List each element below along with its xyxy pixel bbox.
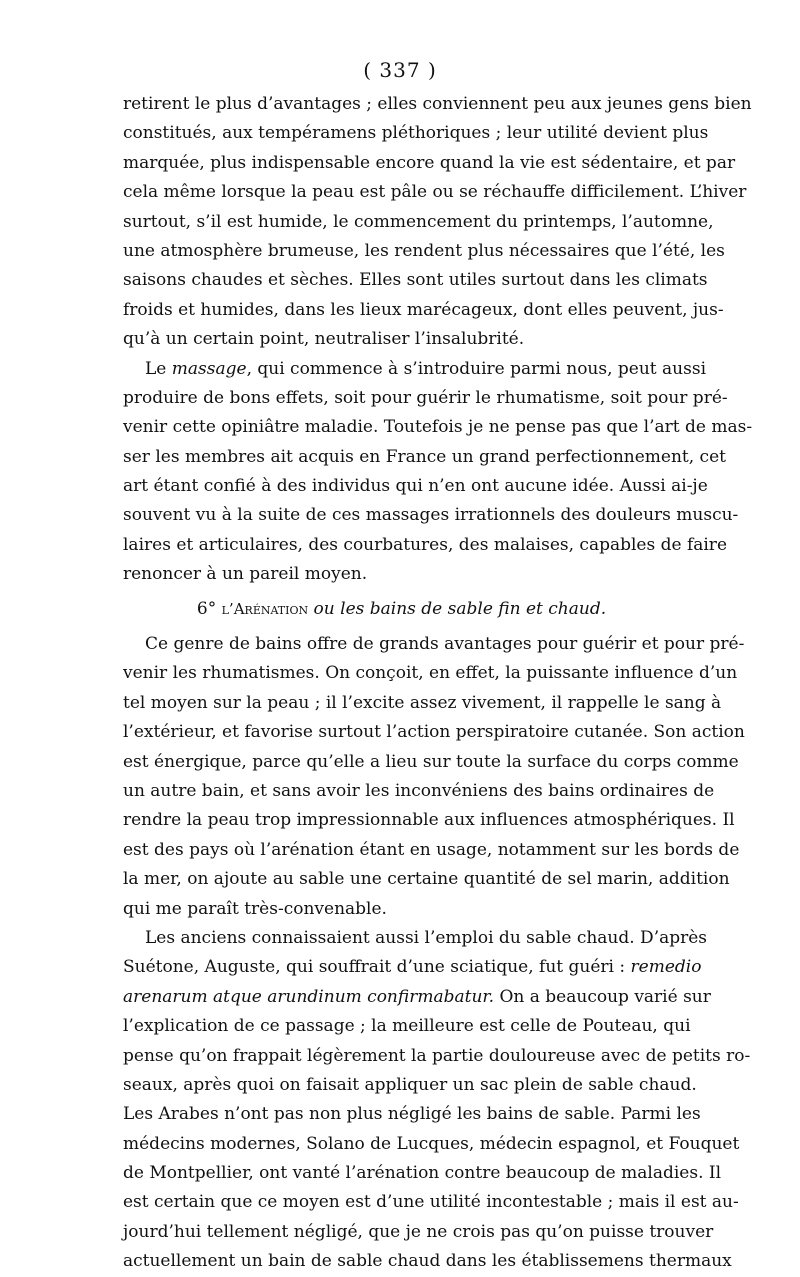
- text-line: venir cette opiniâtre maladie. Toutefois je ne pense pas que l’art de mas-: [123, 417, 753, 438]
- text-line: Ce genre de bains offre de grands avantages pour guérir et pour pré-: [145, 634, 745, 655]
- text-line: Les Arabes n’ont pas non plus négligé les bains de sable. Parmi les: [123, 1104, 701, 1125]
- section-heading: [123, 595, 680, 624]
- text-line: l’explication de ce passage ; la meilleure est celle de Pouteau, qui: [123, 1016, 691, 1037]
- text-line: [123, 355, 707, 384]
- text-line: cela même lorsque la peau est pâle ou se réchauffe difficilement. L’hiver: [123, 182, 747, 203]
- text-line: constitués, aux tempéramens pléthoriques ; leur utilité devient plus: [123, 123, 709, 144]
- text-line: tel moyen sur la peau ; il l’excite assez vivement, il rappelle le sang à: [123, 692, 722, 713]
- text-line: art étant confié à des individus qui n’en ont aucune idée. Aussi ai-je: [123, 476, 708, 497]
- text-run: , qui commence à s’introduire parmi nous, peut aussi: [246, 358, 707, 379]
- paragraph-4: [123, 924, 751, 1277]
- text-line: ser les membres ait acquis en France un grand perfectionnement, cet: [123, 446, 726, 467]
- text-line: qui me paraît très-convenable.: [123, 898, 387, 919]
- text-line: l’extérieur, et favorise surtout l’action perspiratoire cutanée. Son action: [123, 722, 745, 743]
- text-line: est énergique, parce qu’elle a lieu sur toute la surface du corps comme: [123, 751, 739, 772]
- text-line: pense qu’on frappait légèrement la partie douloureuse avec de petits ro-: [123, 1045, 751, 1066]
- heading-subtitle: ou les bains de sable fin et chaud.: [313, 598, 607, 619]
- text-line: jourd’hui tellement négligé, que je ne crois pas qu’on puisse trouver: [123, 1221, 714, 1242]
- text-run: Le: [145, 358, 172, 379]
- text-run: On a beaucoup varié sur: [494, 986, 711, 1007]
- text-line: rendre la peau trop impressionnable aux influences atmosphériques. Il: [123, 810, 735, 831]
- text-line: une atmosphère brumeuse, les rendent plus nécessaires que l’été, les: [123, 240, 725, 261]
- text-line: [123, 953, 702, 982]
- paragraph-3: [123, 630, 745, 924]
- text-line: de Montpellier, ont vanté l’arénation contre beaucoup de maladies. Il: [123, 1163, 722, 1184]
- text-line: qu’à un certain point, neutraliser l’insalubrité.: [123, 329, 525, 350]
- body-text: [123, 90, 753, 1277]
- italic-quote: remedio: [630, 957, 702, 978]
- paragraph-1: [123, 90, 752, 355]
- italic-quote: arenarum atque arundinum confirmabatur.: [123, 986, 495, 1007]
- text-line: saisons chaudes et sèches. Elles sont utiles surtout dans les climats: [123, 270, 708, 291]
- paragraph-2: [123, 355, 753, 590]
- text-line: médecins modernes, Solano de Lucques, médecin espagnol, et Fouquet: [123, 1133, 740, 1154]
- text-line: [123, 983, 711, 1012]
- italic-term: massage: [171, 358, 247, 379]
- text-run: Suétone, Auguste, qui souffrait d’une sciatique, fut guéri :: [123, 957, 631, 978]
- text-line: un autre bain, et sans avoir les inconvéniens des bains ordinaires de: [123, 780, 715, 801]
- text-line: surtout, s’il est humide, le commencement du printemps, l’automne,: [123, 211, 714, 232]
- text-line: souvent vu à la suite de ces massages irrationnels des douleurs muscu-: [123, 505, 739, 526]
- text-line: seaux, après quoi on faisait appliquer un sac plein de sable chaud.: [123, 1074, 697, 1095]
- text-line: est des pays où l’arénation étant en usage, notamment sur les bords de: [123, 839, 740, 860]
- text-line: retirent le plus d’avantages ; elles conviennent peu aux jeunes gens bien: [123, 94, 752, 114]
- text-line: renoncer à un pareil moyen.: [123, 564, 368, 585]
- text-line: actuellement un bain de sable chaud dans les établissemens thermaux: [123, 1251, 732, 1272]
- text-line: venir les rhumatismes. On conçoit, en effet, la puissante influence d’un: [123, 663, 738, 684]
- heading-number: 6°: [196, 598, 217, 619]
- text-line: la mer, on ajoute au sable une certaine quantité de sel marin, addition: [123, 869, 730, 890]
- heading-title: l’Arénation: [221, 599, 309, 618]
- text-line: marquée, plus indispensable encore quand la vie est sédentaire, et par: [123, 152, 736, 173]
- page-number: ( 337 ): [363, 58, 437, 82]
- text-line: froids et humides, dans les lieux marécageux, dont elles peuvent, jus-: [123, 299, 724, 320]
- text-line: produire de bons effets, soit pour guérir le rhumatisme, soit pour pré-: [123, 387, 728, 408]
- text-line: Les anciens connaissaient aussi l’emploi du sable chaud. D’après: [145, 927, 708, 948]
- text-line: laires et articulaires, des courbatures, des malaises, capables de faire: [123, 534, 727, 555]
- text-line: est certain que ce moyen est d’une utilité incontestable ; mais il est au-: [123, 1192, 739, 1213]
